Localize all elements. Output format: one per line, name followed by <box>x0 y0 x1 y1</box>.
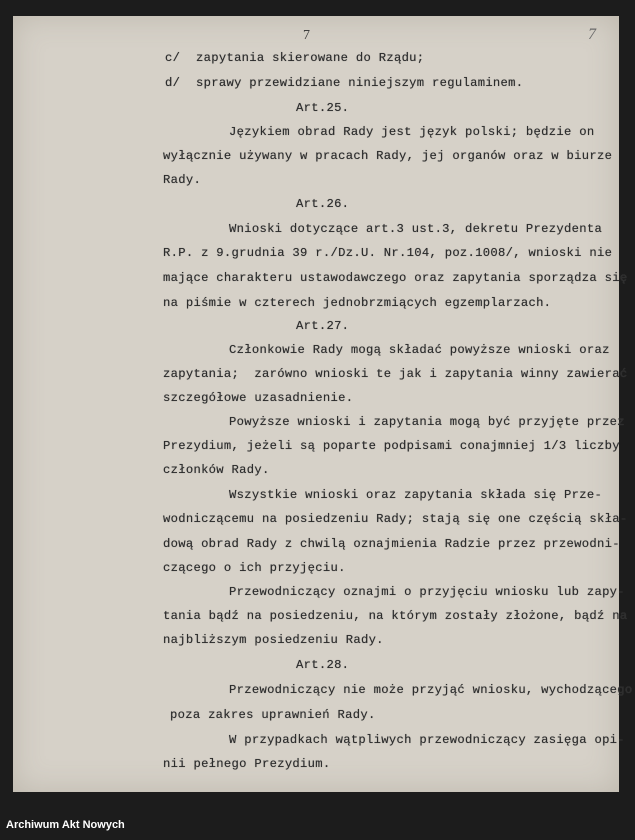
text-line: mające charakteru ustawodawczego oraz zapytania sporządza się <box>163 271 628 285</box>
text-line: tania bądź na posiedzeniu, na którym zostały złożone, bądź na <box>163 609 628 623</box>
text-line: szczegółowe uzasadnienie. <box>163 391 354 405</box>
text-line: Językiem obrad Rady jest język polski; będzie on <box>229 125 595 139</box>
text-line: najbliższym posiedzeniu Rady. <box>163 633 384 647</box>
text-line: Rady. <box>163 173 202 187</box>
text-line: Powyższe wnioski i zapytania mogą być przyjęte przez <box>229 415 625 429</box>
text-line: dową obrad Rady z chwilą oznajmienia Radzie przez przewodni- <box>163 537 620 551</box>
text-line: zapytania; zarówno wnioski te jak i zapytania winny zawierać <box>163 367 628 381</box>
corner-page-mark: 7 <box>588 26 596 43</box>
archive-label: Archiwum Akt Nowych <box>6 819 125 831</box>
footer-bar <box>0 792 635 840</box>
text-line: członków Rady. <box>163 463 270 477</box>
article-heading-25: Art.25. <box>296 101 350 115</box>
text-line: czącego o ich przyjęciu. <box>163 561 346 575</box>
article-heading-28: Art.28. <box>296 658 350 672</box>
text-line: W przypadkach wątpliwych przewodniczący zasięga opi- <box>229 733 625 747</box>
page-number: 7 <box>303 28 310 43</box>
list-item-d: sprawy przewidziane niniejszym regulaminem. <box>196 76 524 90</box>
text-line: poza zakres uprawnień Rady. <box>170 708 376 722</box>
list-item-c: zapytania skierowane do Rządu; <box>196 51 425 65</box>
text-line: nii pełnego Prezydium. <box>163 757 331 771</box>
article-heading-26: Art.26. <box>296 197 350 211</box>
text-line: Przewodniczący oznajmi o przyjęciu wniosku lub zapy- <box>229 585 625 599</box>
text-line: wyłącznie używany w pracach Rady, jej organów oraz w biurze <box>163 149 613 163</box>
list-marker-d: d/ <box>165 76 181 90</box>
list-marker-c: c/ <box>165 51 181 65</box>
text-line: wodniczącemu na posiedzeniu Rady; stają się one częścią skła- <box>163 512 628 526</box>
text-line: R.P. z 9.grudnia 39 r./Dz.U. Nr.104, poz.1008/, wnioski nie <box>163 246 613 260</box>
text-line: Przewodniczący nie może przyjąć wniosku, wychodzącego <box>229 683 633 697</box>
text-line: na piśmie w czterech jednobrzmiących egzemplarzach. <box>163 296 552 310</box>
text-line: Członkowie Rady mogą składać powyższe wnioski oraz <box>229 343 610 357</box>
text-line: Prezydium, jeżeli są poparte podpisami conajmniej 1/3 liczby <box>163 439 620 453</box>
article-heading-27: Art.27. <box>296 319 350 333</box>
text-line: Wszystkie wnioski oraz zapytania składa się Prze- <box>229 488 603 502</box>
text-line: Wnioski dotyczące art.3 ust.3, dekretu Prezydenta <box>229 222 603 236</box>
